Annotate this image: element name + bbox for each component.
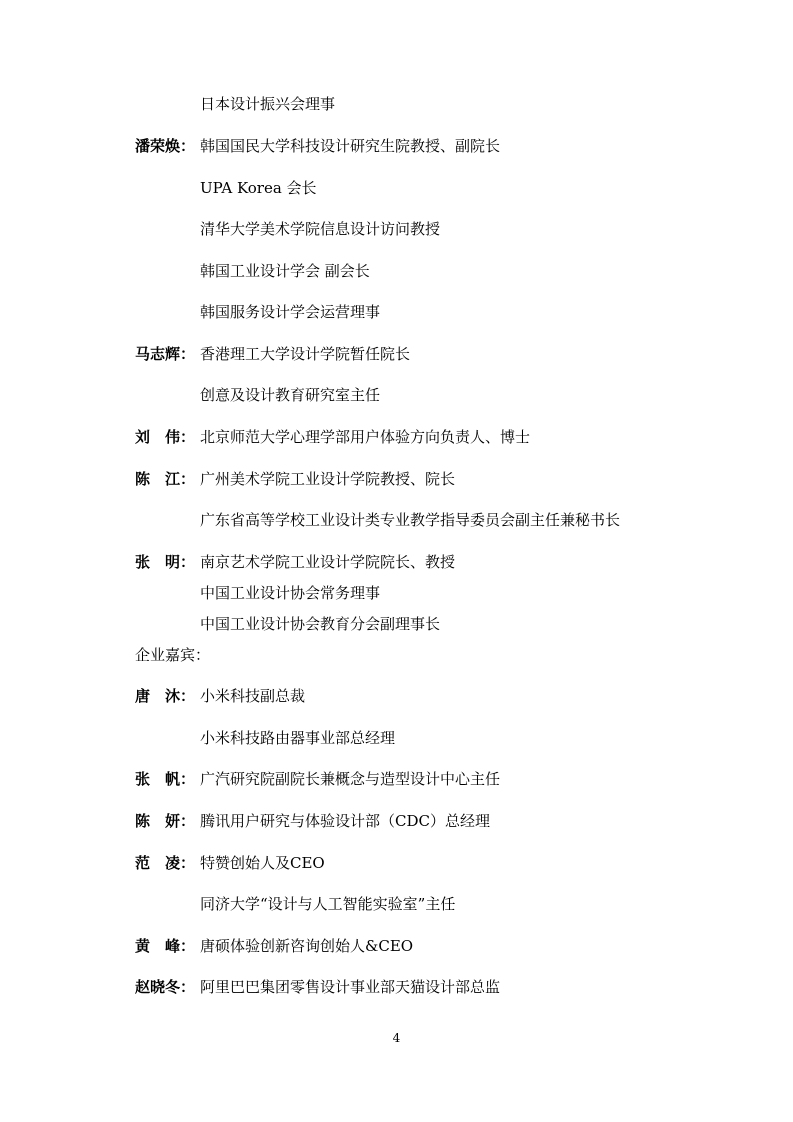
guest-name: 马志辉：: [135, 345, 196, 363]
guest-desc: 中国工业设计协会教育分会副理事长: [200, 615, 441, 633]
guest-desc: 韩国国民大学科技设计研究生院教授、副院长: [200, 137, 501, 155]
guest-desc: 广东省高等学校工业设计类专业教学指导委员会副主任兼秘书长: [200, 511, 621, 529]
guest-desc: 韩国工业设计学会 副会长: [200, 262, 370, 280]
guest-desc: UPA Korea 会长: [200, 179, 317, 197]
section-title: 企业嘉宾：: [135, 646, 211, 664]
guest-desc: 广州美术学院工业设计学院教授、院长: [200, 470, 456, 488]
guest-name: 刘 伟：: [135, 428, 196, 446]
guest-desc: 创意及设计教育研究室主任: [200, 386, 381, 404]
guest-desc: 日本设计振兴会理事: [200, 95, 336, 113]
guest-desc: 清华大学美术学院信息设计访问教授: [200, 220, 441, 238]
guest-desc: 阿里巴巴集团零售设计事业部天猫设计部总监: [200, 978, 501, 996]
guest-desc: 广汽研究院副院长兼概念与造型设计中心主任: [200, 770, 501, 788]
guest-desc: 唐硕体验创新咨询创始人&CEO: [200, 937, 414, 955]
guest-desc: 北京师范大学心理学部用户体验方向负责人、博士: [200, 428, 531, 446]
guest-name: 赵晓冬：: [135, 978, 196, 996]
guest-name: 张 帆：: [135, 770, 196, 788]
guest-name: 范 凌：: [135, 854, 196, 872]
guest-name: 唐 沐：: [135, 687, 196, 705]
guest-desc: 中国工业设计协会常务理事: [200, 584, 381, 602]
guest-name: 黄 峰：: [135, 937, 196, 955]
guest-name: 潘荣焕：: [135, 137, 196, 155]
guest-name: 陈 妍：: [135, 812, 196, 830]
page-number: 4: [392, 1031, 401, 1045]
guest-desc: 南京艺术学院工业设计学院院长、教授: [200, 553, 456, 571]
guest-name: 张 明：: [135, 553, 196, 571]
guest-desc: 同济大学“设计与人工智能实验室”主任: [200, 895, 456, 913]
guest-desc: 特赞创始人及CEO: [200, 854, 325, 872]
guest-name: 陈 江：: [135, 470, 196, 488]
guest-desc: 韩国服务设计学会运营理事: [200, 303, 381, 321]
guest-desc: 腾讯用户研究与体验设计部（CDC）总经理: [200, 812, 490, 830]
guest-desc: 小米科技路由器事业部总经理: [200, 729, 396, 747]
guest-desc: 小米科技副总裁: [200, 687, 306, 705]
guest-desc: 香港理工大学设计学院暂任院长: [200, 345, 411, 363]
